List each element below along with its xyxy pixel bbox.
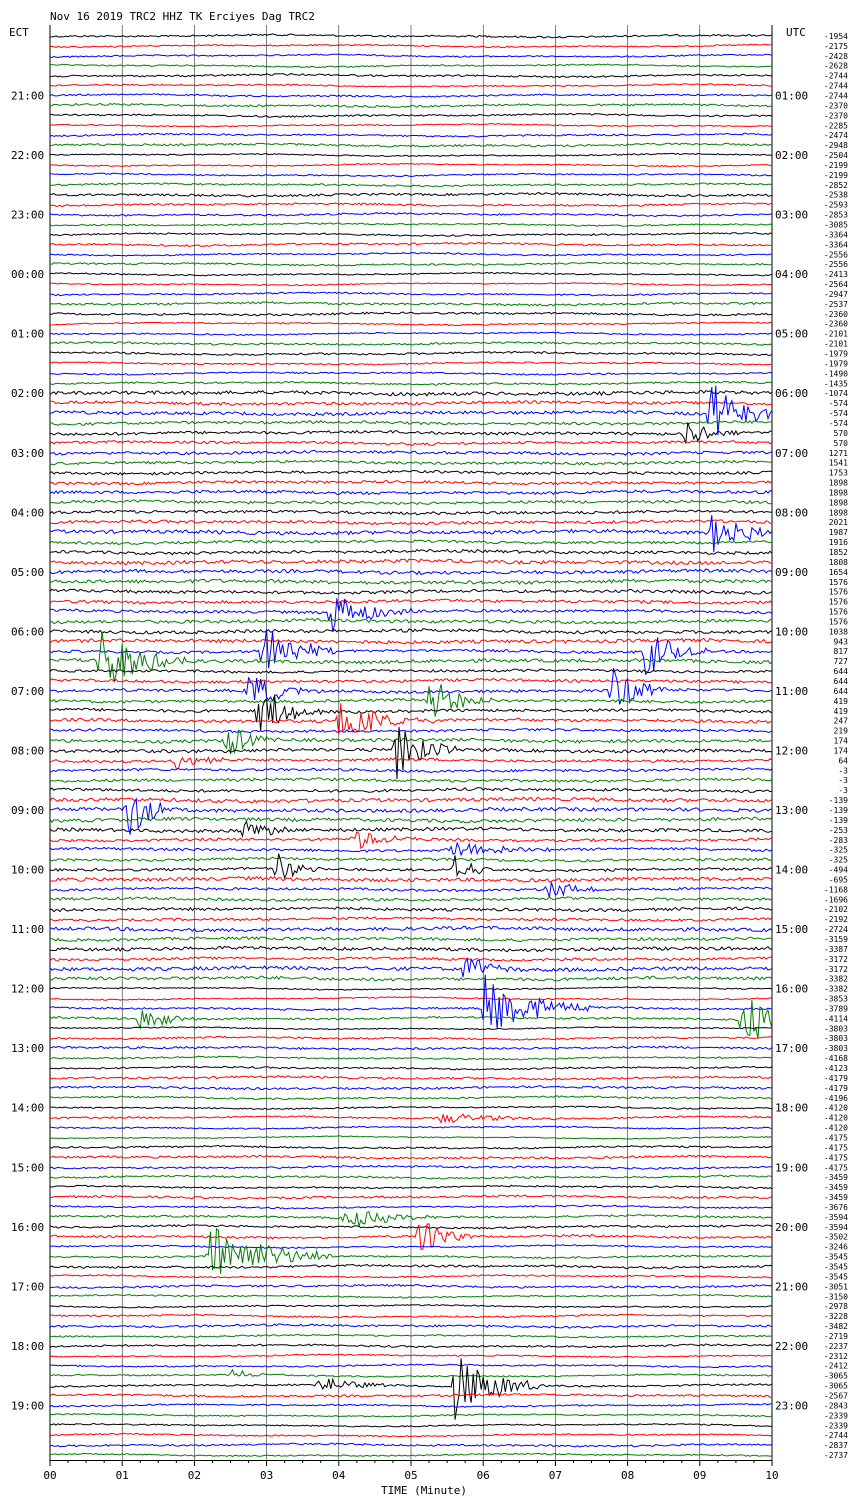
left-time-label: 13:00 (11, 1042, 45, 1056)
right-time-label: 05:00 (775, 327, 809, 341)
offset-label: -2744 (823, 71, 848, 81)
offset-label: -2719 (823, 1331, 848, 1341)
offset-label: 1898 (828, 508, 848, 518)
offset-label: -1979 (823, 359, 848, 369)
left-time-label: 14:00 (11, 1101, 45, 1115)
offset-label: -2737 (823, 1451, 848, 1461)
offset-label: 1271 (828, 448, 848, 458)
offset-label: -2537 (823, 299, 848, 309)
offset-label: -2628 (823, 61, 848, 71)
offset-label: 1576 (828, 587, 848, 597)
offset-label: 644 (833, 676, 848, 686)
offset-label: -574 (828, 418, 848, 428)
left-time-label: 21:00 (11, 89, 45, 103)
x-axis-label: TIME (Minute) (380, 1484, 468, 1497)
offset-label: -3246 (823, 1242, 848, 1252)
left-time-label: 22:00 (11, 149, 45, 163)
offset-label: -4120 (823, 1113, 848, 1123)
offset-label: -2102 (823, 905, 848, 915)
offset-label: -3065 (823, 1381, 848, 1391)
offset-label: -3789 (823, 1004, 848, 1014)
offset-label: 1038 (828, 627, 848, 637)
offset-label: -574 (828, 399, 848, 409)
offset-label: -3 (838, 776, 848, 786)
left-time-label: 04:00 (11, 506, 45, 520)
left-time-label: 03:00 (11, 446, 45, 460)
offset-label: -2593 (823, 200, 848, 210)
offset-label: -2192 (823, 915, 848, 925)
offset-label: -2199 (823, 160, 848, 170)
offset-label: 1898 (828, 498, 848, 508)
right-time-label: 08:00 (775, 506, 809, 520)
right-time-label: 14:00 (775, 863, 809, 877)
x-tick-label: 09 (693, 1469, 707, 1482)
left-timezone-label: ECT (9, 26, 29, 39)
offset-label: -1435 (823, 379, 848, 389)
x-axis-ticks (43, 1460, 778, 1482)
right-time-label: 16:00 (775, 982, 809, 996)
offset-label: 1916 (828, 538, 848, 548)
offset-label: -3051 (823, 1282, 848, 1292)
right-time-label: 01:00 (775, 89, 809, 103)
x-tick-label: 00 (43, 1469, 57, 1482)
chart-title: Nov 16 2019 TRC2 HHZ TK Erciyes Dag TRC2 (50, 10, 315, 23)
left-time-label: 23:00 (11, 208, 45, 222)
left-time-label: 01:00 (11, 327, 45, 341)
x-tick-label: 08 (620, 1469, 635, 1482)
offset-label: -2412 (823, 1361, 848, 1371)
offset-label: -3150 (823, 1292, 848, 1302)
left-time-label: 19:00 (11, 1399, 45, 1413)
offset-label: 817 (833, 647, 848, 657)
offset-label: -1168 (823, 885, 848, 895)
x-tick-label: 01 (115, 1469, 129, 1482)
offset-label: -4114 (823, 1014, 848, 1024)
left-time-label: 12:00 (11, 982, 45, 996)
offset-label: -3228 (823, 1312, 848, 1322)
offset-label: -139 (828, 796, 848, 806)
right-time-label: 17:00 (775, 1042, 809, 1056)
offset-label: -3364 (823, 240, 848, 250)
offset-label: -2852 (823, 180, 848, 190)
offset-label: -2744 (823, 81, 848, 91)
offset-label: -1490 (823, 369, 848, 379)
offset-label: -3545 (823, 1272, 848, 1282)
offset-label: 1576 (828, 577, 848, 587)
offset-label: 1852 (828, 547, 848, 557)
right-time-label: 20:00 (775, 1220, 809, 1234)
right-time-label: 11:00 (775, 684, 809, 698)
offset-label: -4123 (823, 1064, 848, 1074)
offset-label: -1979 (823, 349, 848, 359)
offset-label: -3676 (823, 1202, 848, 1212)
offset-label: -3364 (823, 230, 848, 240)
offset-label: 64 (838, 756, 848, 766)
offset-label: 174 (833, 736, 848, 746)
offset-label: -3172 (823, 964, 848, 974)
offset-label: -2567 (823, 1391, 848, 1401)
left-time-label: 07:00 (11, 684, 45, 698)
offset-label: -3853 (823, 994, 848, 1004)
right-time-label: 02:00 (775, 149, 809, 163)
offset-label: 219 (833, 726, 848, 736)
left-time-label: 10:00 (11, 863, 45, 877)
trace-offset-labels (824, 32, 848, 1460)
offset-label: -2843 (823, 1401, 848, 1411)
offset-label: -2837 (823, 1441, 848, 1451)
offset-label: 419 (833, 696, 848, 706)
offset-label: -4168 (823, 1054, 848, 1064)
offset-label: 1808 (828, 557, 848, 567)
x-tick-label: 06 (476, 1469, 490, 1482)
right-time-label: 07:00 (775, 446, 809, 460)
offset-label: -2237 (823, 1341, 848, 1351)
offset-label: -2101 (823, 329, 848, 339)
minute-gridlines (50, 25, 772, 1460)
right-time-labels (775, 90, 808, 1413)
offset-label: -2556 (823, 260, 848, 270)
left-time-label: 08:00 (11, 744, 45, 758)
offset-label: -3803 (823, 1024, 848, 1034)
left-time-label: 11:00 (11, 923, 45, 937)
offset-label: -3 (838, 786, 848, 796)
offset-label: -3803 (823, 1034, 848, 1044)
offset-label: -3545 (823, 1262, 848, 1272)
offset-label: -3482 (823, 1322, 848, 1332)
left-time-label: 02:00 (11, 387, 45, 401)
offset-label: 174 (833, 746, 848, 756)
offset-label: -3594 (823, 1212, 848, 1222)
left-time-label: 09:00 (11, 804, 45, 818)
offset-label: -2853 (823, 210, 848, 220)
right-time-label: 04:00 (775, 268, 809, 282)
offset-label: -3545 (823, 1252, 848, 1262)
offset-label: -1074 (823, 389, 848, 399)
offset-label: -3159 (823, 935, 848, 945)
offset-label: 247 (833, 716, 848, 726)
offset-label: -2285 (823, 121, 848, 131)
offset-label: -3382 (823, 974, 848, 984)
offset-label: -2312 (823, 1351, 848, 1361)
offset-label: 1753 (828, 468, 848, 478)
offset-label: 644 (833, 667, 848, 677)
offset-label: -695 (828, 875, 848, 885)
offset-label: -2947 (823, 289, 848, 299)
offset-label: -325 (828, 855, 848, 865)
offset-label: -3085 (823, 220, 848, 230)
x-tick-label: 05 (404, 1469, 418, 1482)
offset-label: -4175 (823, 1133, 848, 1143)
right-time-label: 09:00 (775, 565, 809, 579)
right-time-label: 03:00 (775, 208, 809, 222)
offset-label: 727 (833, 657, 848, 667)
right-time-label: 10:00 (775, 625, 809, 639)
right-time-label: 19:00 (775, 1161, 809, 1175)
offset-label: 1576 (828, 617, 848, 627)
offset-label: -4175 (823, 1153, 848, 1163)
offset-label: 1576 (828, 597, 848, 607)
offset-label: -3502 (823, 1232, 848, 1242)
offset-label: 644 (833, 686, 848, 696)
x-tick-label: 02 (187, 1469, 202, 1482)
left-time-label: 00:00 (11, 268, 45, 282)
offset-label: -2428 (823, 51, 848, 61)
offset-label: 570 (833, 438, 848, 448)
offset-label: -2175 (823, 41, 848, 51)
offset-label: -494 (828, 865, 848, 875)
offset-label: -2370 (823, 101, 848, 111)
left-time-label: 05:00 (11, 565, 45, 579)
left-time-label: 15:00 (11, 1161, 45, 1175)
right-timezone-label: UTC (786, 26, 806, 39)
x-tick-label: 10 (765, 1469, 779, 1482)
x-tick-label: 07 (548, 1469, 563, 1482)
offset-label: 1541 (828, 458, 848, 468)
offset-label: -3065 (823, 1371, 848, 1381)
offset-label: -2538 (823, 190, 848, 200)
offset-label: -2360 (823, 309, 848, 319)
offset-label: -2413 (823, 270, 848, 280)
offset-label: -2360 (823, 319, 848, 329)
offset-label: 570 (833, 428, 848, 438)
offset-label: -2724 (823, 925, 848, 935)
offset-label: -283 (828, 835, 848, 845)
offset-label: -2101 (823, 339, 848, 349)
right-time-label: 13:00 (775, 804, 809, 818)
right-time-label: 23:00 (775, 1399, 809, 1413)
offset-label: -2474 (823, 131, 848, 141)
right-time-label: 06:00 (775, 387, 809, 401)
offset-label: 943 (833, 637, 848, 647)
offset-label: 1654 (828, 567, 848, 577)
offset-label: -4175 (823, 1163, 848, 1173)
offset-label: -2339 (823, 1411, 848, 1421)
offset-label: -2744 (823, 91, 848, 101)
offset-label: -4175 (823, 1143, 848, 1153)
right-time-label: 22:00 (775, 1339, 809, 1353)
left-time-label: 17:00 (11, 1280, 45, 1294)
right-time-label: 18:00 (775, 1101, 809, 1115)
offset-label: -3382 (823, 984, 848, 994)
left-time-label: 18:00 (11, 1339, 45, 1353)
left-time-labels (11, 90, 44, 1413)
offset-label: -3459 (823, 1183, 848, 1193)
right-time-label: 15:00 (775, 923, 809, 937)
offset-label: -3803 (823, 1044, 848, 1054)
offset-label: -2199 (823, 170, 848, 180)
offset-label: -3 (838, 766, 848, 776)
offset-label: 419 (833, 706, 848, 716)
offset-label: -2370 (823, 111, 848, 121)
x-tick-label: 03 (259, 1469, 274, 1482)
offset-label: -3459 (823, 1193, 848, 1203)
offset-label: -2556 (823, 250, 848, 260)
left-time-label: 06:00 (11, 625, 45, 639)
offset-label: 1576 (828, 607, 848, 617)
offset-label: 1898 (828, 488, 848, 498)
offset-label: -253 (828, 825, 848, 835)
offset-label: -3594 (823, 1222, 848, 1232)
offset-label: 2021 (828, 518, 848, 528)
offset-label: -4120 (823, 1123, 848, 1133)
offset-label: -574 (828, 409, 848, 419)
offset-label: -139 (828, 815, 848, 825)
offset-label: -3172 (823, 954, 848, 964)
offset-label: -2339 (823, 1421, 848, 1431)
offset-label: -4120 (823, 1103, 848, 1113)
offset-label: -2948 (823, 141, 848, 151)
offset-label: -2564 (823, 280, 848, 290)
offset-label: -2504 (823, 151, 848, 161)
offset-label: -4196 (823, 1093, 848, 1103)
left-time-label: 16:00 (11, 1220, 45, 1234)
offset-label: -4179 (823, 1083, 848, 1093)
offset-label: -139 (828, 806, 848, 816)
offset-label: 1987 (828, 528, 848, 538)
offset-label: -2744 (823, 1431, 848, 1441)
offset-label: -2978 (823, 1302, 848, 1312)
offset-label: -4179 (823, 1073, 848, 1083)
offset-label: -3459 (823, 1173, 848, 1183)
x-tick-label: 04 (332, 1469, 346, 1482)
right-time-label: 21:00 (775, 1280, 809, 1294)
offset-label: 1898 (828, 478, 848, 488)
right-time-label: 12:00 (775, 744, 809, 758)
offset-label: -1954 (823, 31, 848, 41)
offset-label: -325 (828, 845, 848, 855)
offset-label: -3387 (823, 944, 848, 954)
offset-label: -1696 (823, 895, 848, 905)
